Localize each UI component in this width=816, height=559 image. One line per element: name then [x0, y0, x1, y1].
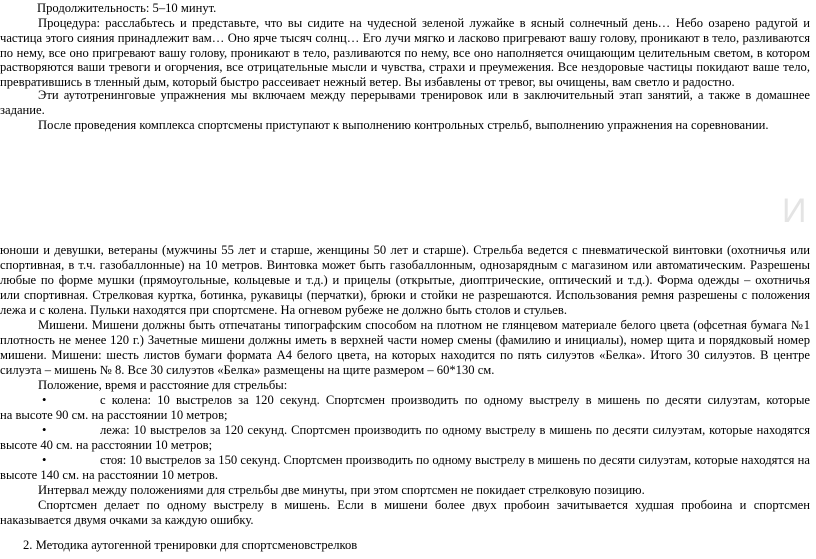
- paragraph-procedure-line: Процедура: расслабьтесь и представьте, что вы сидите на чудесной зеленой лужайке в ясный солнечный день… Небо озарено радугой и: [38, 16, 810, 30]
- paragraph-participants-line: юноши и девушки, ветераны (мужчины 55 лет и старше, женщины 50 лет и старше). Стрельба ведется с пневматической винтовки (охотничья или: [0, 243, 810, 257]
- paragraph-procedure-line: частица этого сияния принадлежит вам… Оно ярче тысяч солнц… Его лучи мягко и ласково пригревают вашу голову, проникают в тело, разливаются: [0, 31, 810, 45]
- list-item-continuation: высоте 140 см. на расстоянии 10 метров.: [0, 468, 219, 482]
- paragraph-procedure-line: по нему, все оно пригревают вашу голову, проникают в тело, разливаются по нему, все оно наполняется очищающим целительным светом, в котором: [0, 46, 810, 60]
- paragraph-duration: Продолжительность: 5–10 минут.: [37, 1, 217, 15]
- paragraph-targets-line: плотность не менее 120 г.) Зачетные мишени должны иметь в верхней части номер смены (фамилию и инициалы), номер щита и порядковый номер: [0, 333, 810, 347]
- list-item-continuation: на высоте 90 см. на расстоянии 10 метров;: [0, 408, 228, 422]
- paragraph-positions-title: Положение, время и расстояние для стрельбы:: [38, 378, 288, 392]
- bullet-icon: •: [42, 453, 47, 467]
- paragraph-scoring-line: Спортсмен делает по одному выстрелу в мишень. Если в мишени более двух пробоин зачитывается худшая пробоина и спортсмен: [38, 498, 810, 512]
- paragraph-autotraining-line: Эти аутотренинговые упражнения мы включаем между перерывами тренировок или в заключительный этап занятий, а также в домашнее: [38, 88, 810, 102]
- paragraph-procedure-line: растворяются ваши тревоги и огорчения, все отрицательные мысли и чувства, страхи и преумежения. Все нездоровые частицы покидают ваше тело,: [0, 60, 810, 74]
- list-item: [0, 393, 810, 408]
- paragraph-interval: Интервал между положениями для стрельбы две минуты, при этом спортсмен не покидает стрелковую позицию.: [38, 483, 645, 497]
- list-item-text: лежа: 10 выстрелов за 120 секунд. Спортсмен производить по одному выстрелу в мишень по десяти силуэтам, которые находятся: [100, 423, 810, 437]
- list-item-text: с колена: 10 выстрелов за 120 секунд. Спортсмен производить по одному выстрелу в мишень по десяти силуэтам, которые: [100, 393, 810, 407]
- paragraph-autotraining-line: задание.: [0, 103, 45, 117]
- bullet-icon: •: [42, 393, 47, 407]
- paragraph-procedure-line: превратившись в тленный дым, который быстро рассеивает нежный ветер. Вы избавлены от тревог, вы очищены, вам светло и радостно.: [0, 75, 735, 89]
- paragraph-targets-line: мишени. Мишени: шесть листов бумаги формата А4 белого цвета, на которых находится по пять силуэтов «Белка». Итого 30 силуэтов. В центре: [0, 348, 810, 362]
- watermark: И: [782, 192, 805, 230]
- list-item: [0, 453, 810, 468]
- paragraph-after-complex: После проведения комплекса спортсмены приступают к выполнению контрольных стрельб, выполнению упражнения на соревновании.: [38, 118, 769, 132]
- paragraph-participants-line: любые по форме мушки (прямоугольные, кольцевые и т.д.) и прицелы (открытые, диоптрические, оптический и т.д.). Форма одежды – охотничья: [0, 273, 810, 287]
- paragraph-participants-line: или спортивная. Стрелковая куртка, ботинка, рукавицы (перчатки), брюки и стойки не разрешаются. Использования ремня разрешены с положения: [0, 288, 810, 302]
- section-heading: 2. Методика аутогенной тренировки для спортсменовстрелков: [23, 538, 358, 552]
- paragraph-scoring-line: наказывается двумя очками за каждую ошибку.: [0, 513, 254, 527]
- bullet-icon: •: [42, 423, 47, 437]
- paragraph-participants-line: спортивная, в т.ч. газобаллонные) на 10 метров. Винтовка может быть газобаллонным, однозарядным с магазином или автоматическим. Разрешены: [0, 258, 810, 272]
- paragraph-targets-line: силуэта – мишень № 8. Все 30 силуэтов «Белка» размещены на щите размером – 60*130 см.: [0, 363, 495, 377]
- paragraph-targets-line: Мишени. Мишени должны быть отпечатаны типографским способом на плотном не глянцевом материале белого цвета (офсетная бумага №1: [38, 318, 810, 332]
- paragraph-participants-line: лежа и с колена. Пульки находятся при спортсмене. На огневом рубеже не должно быть столов и стульев.: [0, 303, 567, 317]
- list-item-text: стоя: 10 выстрелов за 150 секунд. Спортсмен производить по одному выстрелу в мишень по десяти силуэтам, которые находятся на: [100, 453, 810, 467]
- list-item-continuation: высоте 40 см. на расстоянии 10 метров;: [0, 438, 213, 452]
- list-item: [0, 423, 810, 438]
